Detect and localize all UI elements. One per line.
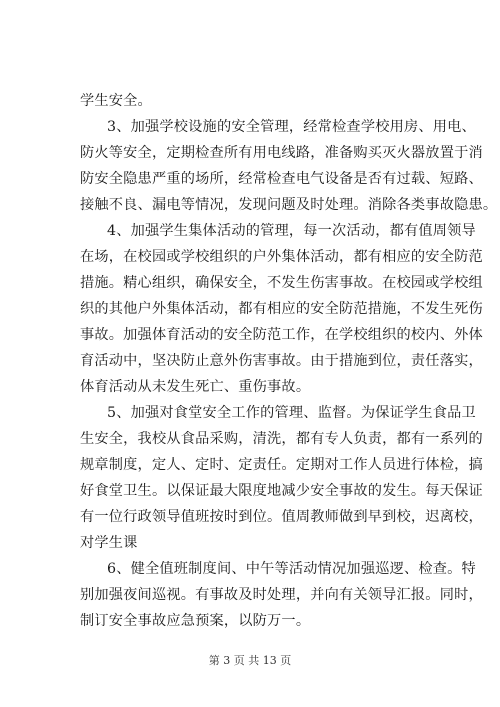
text-line: 制订安全事故应急预案，以防万一。	[80, 613, 311, 629]
text-line: 生安全，我校从食品采购，清洗，都有专人负责，都有一系列的	[80, 431, 483, 447]
text-line: 学生安全。	[80, 93, 152, 109]
text-line: 事故。加强体育活动的安全防范工作，在学校组织的校内、外体	[80, 327, 483, 343]
text-line: 措施。精心组织，确保安全，不发生伤害事故。在校园或学校组	[80, 275, 483, 291]
text-line: 规章制度，定人、定时、定责任。定期对工作人员进行体检，搞	[80, 457, 483, 473]
paragraph-first-line: 6、健全值班制度间、中午等活动情况加强巡逻、检查。特	[107, 561, 476, 577]
text-line: 体育活动从未发生死亡、重伤事故。	[80, 379, 311, 395]
text-line: 防火等安全，定期检查所有用电线路，准备购买灭火器放置于消	[80, 145, 483, 161]
paragraph-first-line: 4、加强学生集体活动的管理，每一次活动，都有值周领导	[107, 223, 476, 239]
text-line: 有一位行政领导值班按时到位。值周教师做到早到校，迟离校，	[80, 509, 483, 525]
text-line: 好食堂卫生。以保证最大限度地减少安全事故的发生。每天保证	[80, 483, 483, 499]
text-line: 接触不良、漏电等情况，发现问题及时处理。消除各类事故隐患。	[80, 197, 498, 213]
text-line: 育活动中，坚决防止意外伤害事故。由于措施到位，责任落实，	[80, 353, 483, 369]
text-line: 在场，在校园或学校组织的户外集体活动，都有相应的安全防范	[80, 249, 483, 265]
paragraph-first-line: 5、加强对食堂安全工作的管理、监督。为保证学生食品卫	[107, 405, 476, 421]
text-line: 防安全隐患严重的场所，经常检查电气设备是否有过载、短路、	[80, 171, 483, 187]
paragraph-first-line: 3、加强学校设施的安全管理，经常检查学校用房、用电、	[107, 119, 476, 135]
text-line: 别加强夜间巡视。有事故及时处理，并向有关领导汇报。同时，	[80, 587, 483, 603]
page-footer: 第 3 页 共 13 页	[208, 654, 292, 667]
text-line: 织的其他户外集体活动，都有相应的安全防范措施，不发生死伤	[80, 301, 483, 317]
document-body	[80, 88, 498, 634]
text-line: 对学生课	[80, 535, 138, 551]
